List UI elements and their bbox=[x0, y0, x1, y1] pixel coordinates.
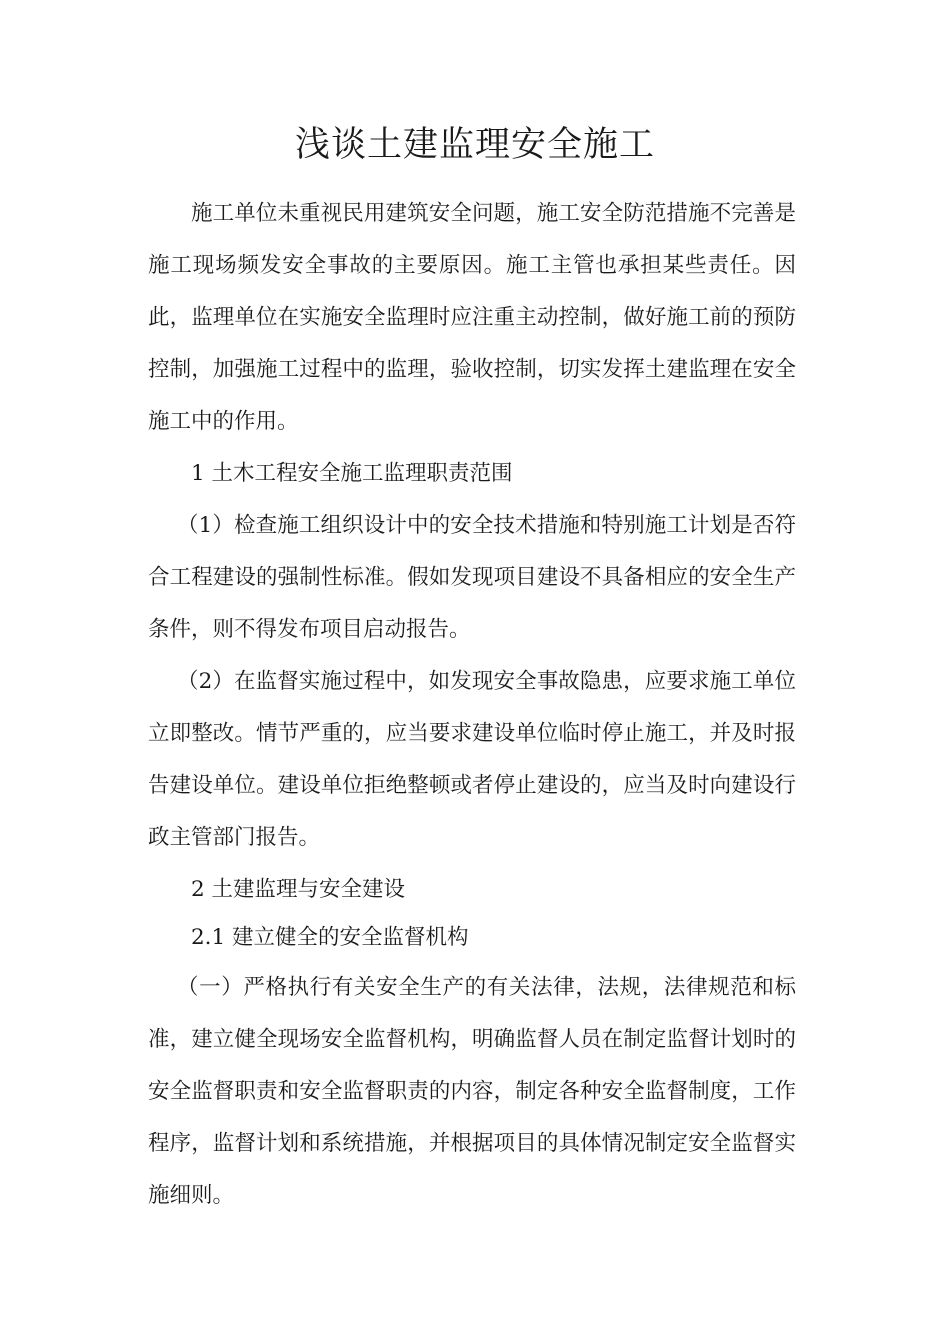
intro-paragraph: 施工单位未重视民用建筑安全问题，施工安全防范措施不完善是施工现场频发安全事故的主要原因。施工主管也承担某些责任。因此，监理单位在实施安全监理时应注重主动控制，做好施工前的预防控制，加强施工过程中的监理，验收控制，切实发挥土建监理在安全施工中的作用。 bbox=[148, 201, 796, 434]
paragraph-item-2: （2）在监督实施过程中，如发现安全事故隐患，应要求施工单位立即整改。情节严重的，应当要求建设单位临时停止施工，并及时报告建设单位。建设单位拒绝整顿或者停止建设的，应当及时向建设行政主管部门报告。 bbox=[148, 669, 796, 850]
paragraph-item-one: （一）严格执行有关安全生产的有关法律，法规，法律规范和标准，建立健全现场安全监督机构，明确监督人员在制定监督计划时的安全监督职责和安全监督职责的内容，制定各种安全监督制度，工作程序，监督计划和系统措施，并根据项目的具体情况制定安全监督实施细则。 bbox=[148, 975, 796, 1208]
subsection-heading-2-1: 2.1 建立健全的安全监督机构 bbox=[191, 925, 469, 950]
document-title: 浅谈土建监理安全施工 bbox=[294, 125, 655, 165]
section-heading-2: 2 土建监理与安全建设 bbox=[191, 877, 406, 902]
paragraph-item-1: （1）检查施工组织设计中的安全技术措施和特别施工计划是否符合工程建设的强制性标准。假如发现项目建设不具备相应的安全生产条件，则不得发布项目启动报告。 bbox=[148, 513, 796, 642]
section-heading-1: 1 土木工程安全施工监理职责范围 bbox=[191, 461, 513, 486]
